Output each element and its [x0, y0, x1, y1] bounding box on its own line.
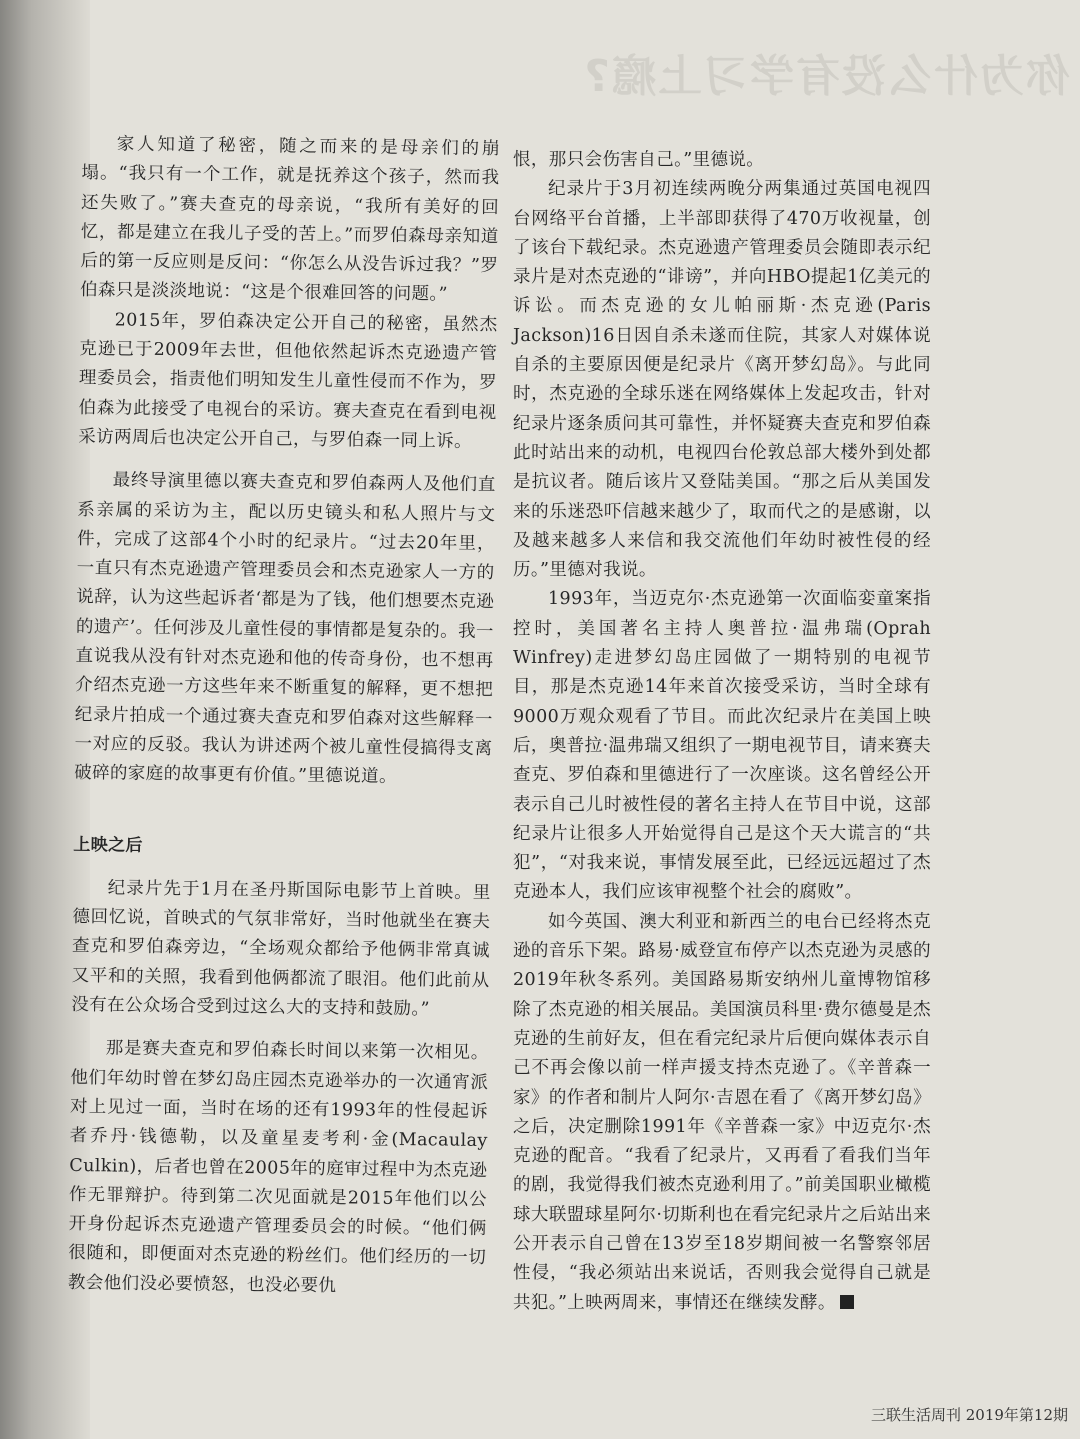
paragraph: 1993年，当迈克尔·杰克逊第一次面临娈童案指控时，美国著名主持人奥普拉·温弗瑞(Oprah Winfrey)走进梦幻岛庄园做了一期特别的电视节目，那是杰克逊14年来首次接受采访，当时全球有9000万观众观看了节目。而此次纪录片在美国上映后，奥普拉·温弗瑞又组织了一期电视节目，请来赛夫查克、罗伯森和里德进行了一次座谈。这名曾经公开表示自己儿时被性侵的著名主持人在节目中说，这部纪录片让很多人开始觉得自己是这个天大谎言的“共犯”，“对我来说，事情发展至此，已经远远超过了杰克逊本人，我们应该审视整个社会的腐败”。	[513, 589, 931, 903]
paragraph: 纪录片于3月初连续两晚分两集通过英国电视四台网络平台首播，上半部即获得了470万收视量，创了该台下载纪录。杰克逊遗产管理委员会随即表示纪录片是对杰克逊的“诽谤”，并向HBO提起1亿美元的诉讼。而杰克逊的女儿帕丽斯·杰克逊(Paris Jackson)16日因自杀未遂而住院，其家人对媒体说自杀的主要原因便是纪录片《离开梦幻岛》。与此同时，杰克逊的全球乐迷在网络媒体上发起攻击，针对纪录片逐条质问其可靠性，并怀疑赛夫查克和罗伯森此时站出来的动机，电视四台伦敦总部大楼外到处都是抗议者。随后该片又登陆美国。“那之后从美国发来的乐迷恐吓信越来越少了，取而代之的是感谢，以及越来越多人来信和我交流他们年幼时被性侵的经历。”里德对我说。	[513, 179, 931, 581]
page-footer: 三联生活周刊 2019年第12期	[870, 1406, 1068, 1424]
left-column	[68, 130, 500, 1303]
end-mark-icon	[840, 1295, 854, 1309]
right-column	[513, 146, 931, 1318]
paragraph-text: 如今英国、澳大利亚和新西兰的电台已经将杰克逊的音乐下架。路易·威登宣布停产以杰克逊为灵感的2019年秋冬系列。美国路易斯安纳州儿童博物馆移除了杰克逊的相关展品。美国演员科里·费尔德曼是杰克逊的生前好友，但在看完纪录片后便向媒体表示自己不再会像以前一样声援支持杰克逊了。《辛普森一家》的作者和制片人阿尔·吉恩在看了《离开梦幻岛》之后，决定删除1991年《辛普森一家》中迈克尔·杰克逊的配音。“我看了纪录片，又再看了看我们当年的剧，我觉得我们被杰克逊利用了。”前美国职业橄榄球大联盟球星阿尔·切斯利也在看完纪录片之后站出来公开表示自己曾在13岁至18岁期间被一名警察邻居性侵，“我必须站出来说话，否则我会觉得自己就是共犯。”上映两周来，事情还在继续发酵。	[513, 911, 931, 1313]
section-heading: 上映之后	[73, 834, 143, 856]
paragraph: 2015年，罗伯森决定公开自己的秘密，虽然杰克逊已于2009年去世，但他依然起诉杰克逊遗产管理委员会，指责他们明知发生儿童性侵而不作为，罗伯森为此接受了电视台的采访。赛夫查克在看到电视采访两周后也决定公开自己，与罗伯森一同上诉。	[78, 310, 498, 452]
paragraph: 最终导演里德以赛夫查克和罗伯森两人及他们直系亲属的采访为主，配以历史镜头和私人照片与文件，完成了这部4个小时的纪录片。“过去20年里，一直只有杰克逊遗产管理委员会和杰克逊家人一方的说辞，认为这些起诉者‘都是为了钱，他们想要杰克逊的遗产’。任何涉及儿童性侵的事情都是复杂的。我一直说我从没有针对杰克逊和他的传奇身份，也不想再介绍杰克逊一方这些年来不断重复的解释，更不想把纪录片拍成一个通过赛夫查克和罗伯森对这些解释一一对应的反驳。我认为讲述两个被儿童性侵搞得支离破碎的家庭的故事更有价值。”里德说道。	[74, 470, 496, 788]
paragraph: 纪录片先于1月在圣丹斯国际电影节上首映。里德回忆说，首映式的气氛非常好，当时他就坐在赛夫查克和罗伯森旁边，“全场观众都给予他俩非常真诚又平和的关照，我看到他俩都流了眼泪。他们此前从没有在公众场合受到过这么大的支持和鼓励。”	[71, 878, 491, 1020]
bleed-through-title: 你为什么没有学习上瘾?	[582, 51, 1070, 102]
paragraph-last	[513, 908, 931, 1318]
paragraph: 那是赛夫查克和罗伯森长时间以来第一次相见。他们年幼时曾在梦幻岛庄园杰克逊举办的一次通宵派对上见过一面，当时在场的还有1993年的性侵起诉者乔丹·钱德勒，以及童星麦考利·金(Macaulay Culkin)，后者也曾在2005年的庭审过程中为杰克逊作无罪辩护。待到第二次见面就是2015年他们以公开身份起诉杰克逊遗产管理委员会的时候。“他们俩很随和，即便面对杰克逊的粉丝们。他们经历的一切教会他们没必要愤怒，也没必要仇	[67, 1038, 489, 1296]
paragraph: 家人知道了秘密，随之而来的是母亲们的崩塌。“我只有一个工作，就是抚养这个孩子，然而我还失败了。”赛夫查克的母亲说，“我所有美好的回忆，都是建立在我儿子受的苦上。”而罗伯森母亲知道后的第一反应则是反问：“你怎么从没告诉过我？”罗伯森只是淡淡地说：“这是个很难回答的问题。”	[79, 134, 500, 305]
paragraph: 恨，那只会伤害自己。”里德说。	[513, 150, 765, 170]
